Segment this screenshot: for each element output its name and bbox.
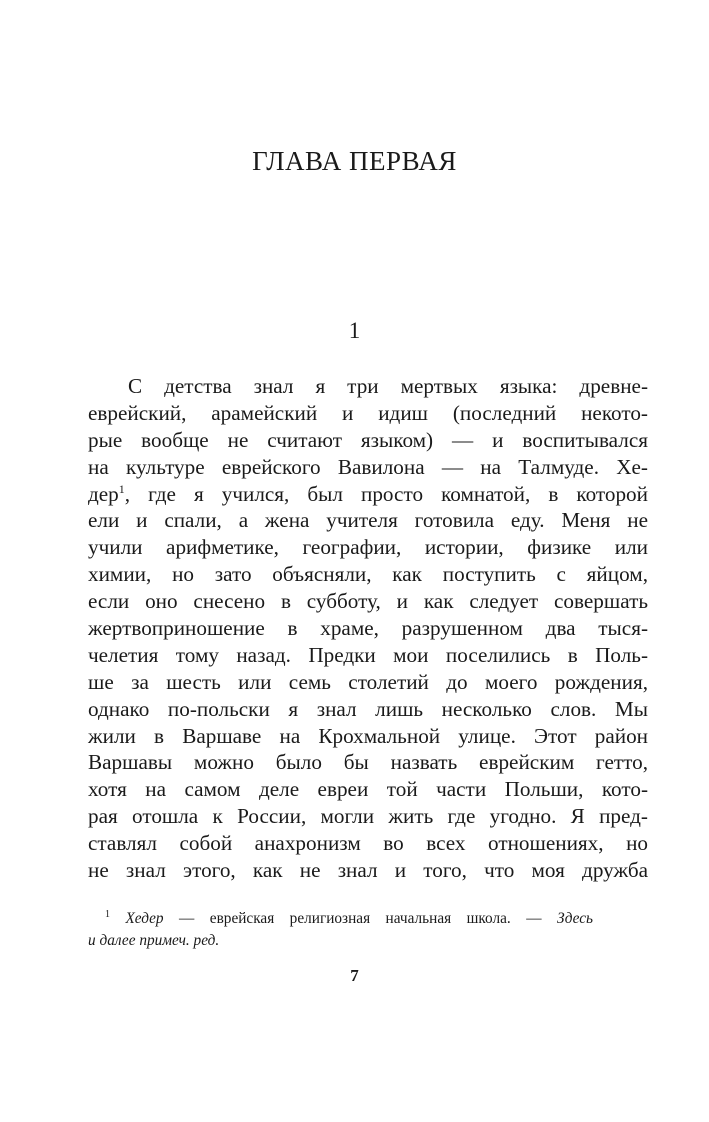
text-line: еврейский, арамейский и идиш (последний некото-	[88, 400, 648, 425]
footnote	[88, 908, 593, 952]
text-fragment: дер	[88, 481, 119, 506]
text-line: ставлял собой анахронизм во всех отношениях, но	[88, 831, 648, 856]
text-line: если оно снесено в субботу, и как следует совершать	[88, 589, 648, 614]
text-line: ели и спали, а жена учителя готовила еду. Меня не	[88, 508, 648, 533]
text-line: на культуре еврейского Вавилона — на Талмуде. Хе-	[88, 454, 648, 479]
text-line	[88, 481, 648, 508]
text-line: хотя на самом деле евреи той части Польши, кото-	[88, 777, 648, 802]
text-line: С детства знал я три мертвых языка: древне-	[128, 374, 648, 398]
text-line: не знал этого, как не знал и того, что моя дружба	[88, 858, 648, 883]
text-line: ше за шесть или семь столетий до моего рождения,	[88, 669, 648, 694]
text-line: Варшавы можно было бы назвать еврейским гетто,	[88, 750, 648, 775]
text-line: рые вообще не считают языком) — и воспитывался	[88, 427, 648, 452]
body-text	[88, 373, 648, 884]
footnote-text: — еврейская религиозная начальная школа. —	[163, 910, 557, 927]
text-line: челетия тому назад. Предки мои поселились в Поль-	[88, 642, 648, 667]
footnote-line	[88, 908, 593, 930]
chapter-title: ГЛАВА ПЕРВАЯ	[252, 146, 457, 176]
text-line: жили в Варшаве на Крохмальной улице. Этот район	[88, 723, 648, 748]
footnote-line	[88, 930, 593, 952]
footnote-ref[interactable]: 1	[118, 481, 125, 496]
text-fragment: , где я учился, был просто комнатой, в которой	[124, 481, 648, 506]
text-line: рая отошла к России, могли жить где угодно. Я пред-	[88, 804, 648, 829]
text-line: химии, но зато объясняли, как поступить с яйцом,	[88, 562, 648, 587]
footnote-term: Хедер	[125, 910, 164, 927]
section-number: 1	[348, 318, 361, 343]
footnote-note: Здесь	[556, 910, 593, 927]
page-number: 7	[350, 966, 359, 985]
footnote-marker: 1	[105, 909, 110, 920]
text-line: учили арифметике, географии, истории, физике или	[88, 535, 648, 560]
footnote-note-continued: и далее примеч. ред.	[88, 932, 220, 949]
text-line: жертвоприношение в храме, разрушенном два тыся-	[88, 616, 648, 641]
text-line: однако по-польски я знал лишь несколько слов. Мы	[88, 696, 648, 721]
